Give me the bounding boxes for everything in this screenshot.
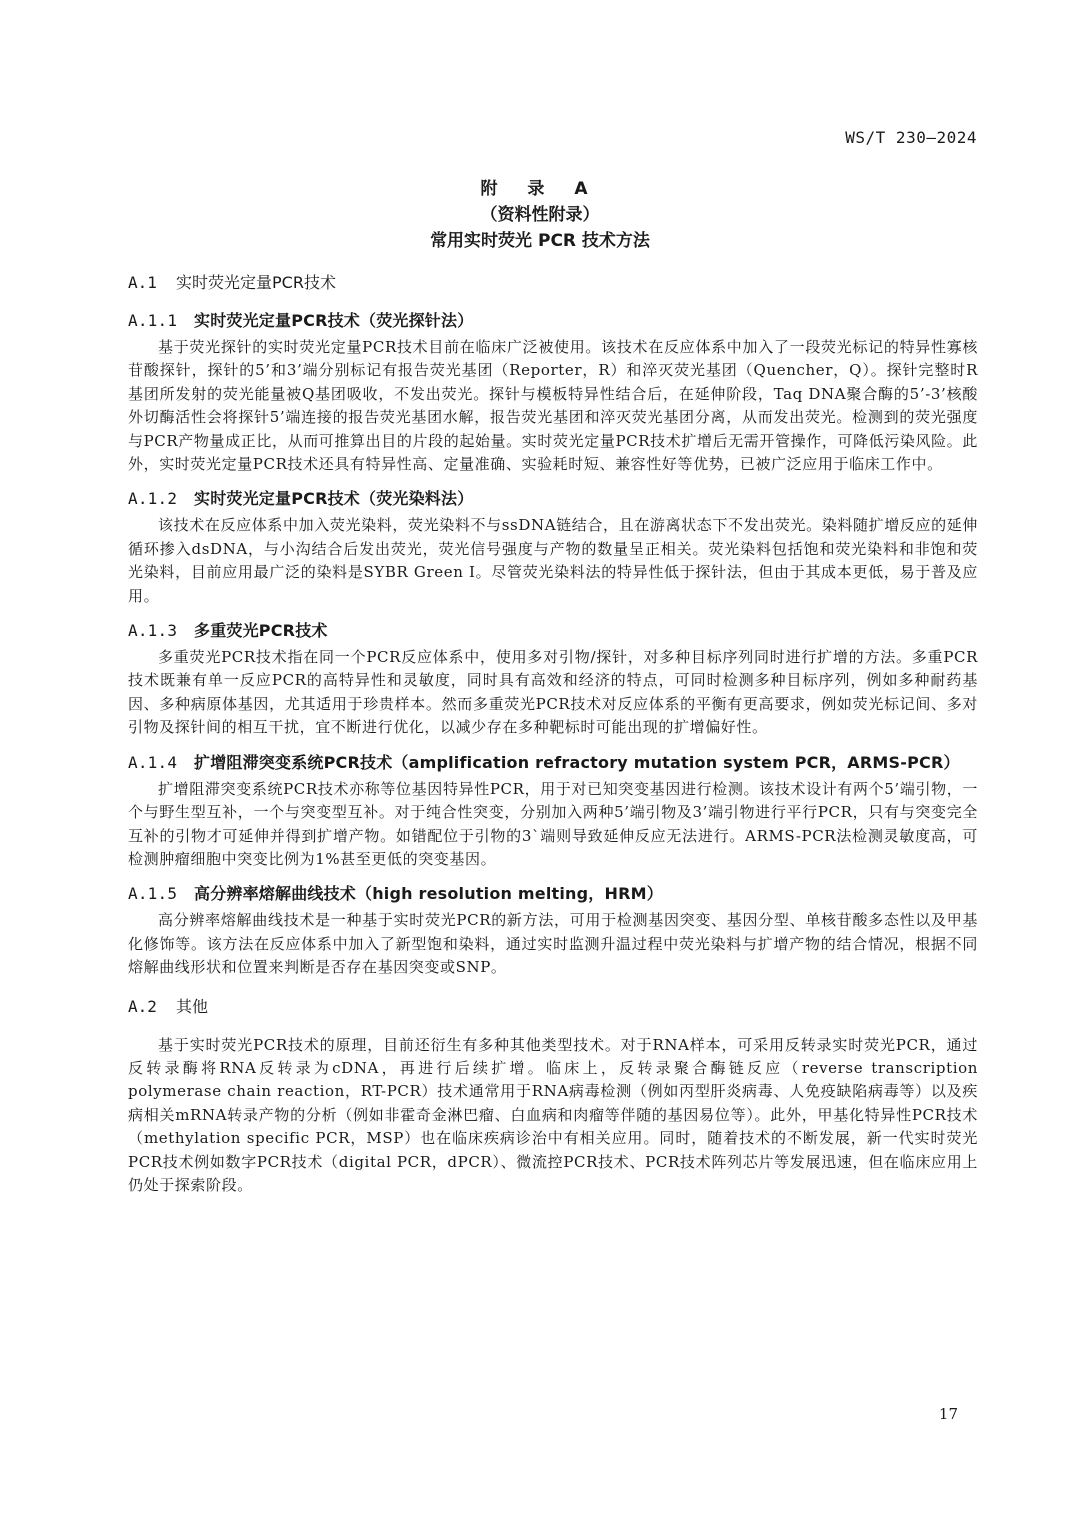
subsection-number: A.1.5 [128, 884, 178, 904]
subsection-title: 实时荧光定量PCR技术（荧光染料法） [194, 489, 474, 509]
paragraph-a1-1: 基于荧光探针的实时荧光定量PCR技术目前在临床广泛被使用。该技术在反应体系中加入了一段荧光标记的特异性寡核苷酸探针，探针的5’和3’端分别标记有报告荧光基团（Reporter，R）和淬灭荧光基团（Quencher，Q）。探针完整时R基团所发射的荧光能量被Q基团吸收，不发出荧光。探针与模板特异性结合后，在延伸阶段，Taq DNA聚合酶的5’-3’核酸外切酶活性会将探针5’端连接的报告荧光基团水解，报告荧光基团和淬灭荧光基团分离，从而发出荧光。检测到的荧光强度与PCR产物量成正比，从而可推算出目的片段的起始量。实时荧光定量PCR技术扩增后无需开管操作，可降低污染风险。此外，实时荧光定量PCR技术还具有特异性高、定量准确、实验耗时短、兼容性好等优势，已被广泛应用于临床工作中。 [128, 338, 978, 474]
subsection-number: A.1.2 [128, 489, 178, 509]
appendix-type: （资料性附录） [480, 205, 600, 225]
document-body [128, 268, 978, 1197]
appendix-header [0, 176, 1080, 254]
subsection-a1-2-heading [128, 484, 978, 514]
section-title: 其他 [176, 996, 209, 1016]
appendix-title: 常用实时荧光 PCR 技术方法 [430, 231, 650, 251]
subsection-title: 扩增阻滞突变系统PCR技术（amplification refractory mutation system PCR，ARMS-PCR） [194, 752, 960, 772]
subsection-a1-3-heading [128, 616, 978, 646]
section-a2-heading [128, 992, 978, 1022]
subsection-title: 多重荧光PCR技术 [194, 621, 328, 641]
paragraph-a1-5: 高分辨率熔解曲线技术是一种基于实时荧光PCR的新方法，可用于检测基因突变、基因分型、单核苷酸多态性以及甲基化修饰等。该方法在反应体系中加入了新型饱和染料，通过实时监测升温过程中荧光染料与扩增产物的结合情况，根据不同熔解曲线形状和位置来判断是否存在基因突变或SNP。 [128, 911, 978, 977]
section-number: A.2 [128, 996, 157, 1016]
page-number: 17 [938, 1405, 958, 1423]
paragraph-a1-2: 该技术在反应体系中加入荧光染料，荧光染料不与ssDNA链结合，且在游离状态下不发出荧光。染料随扩增反应的延伸循环掺入dsDNA，与小沟结合后发出荧光，荧光信号强度与产物的数量呈正相关。荧光染料包括饱和荧光染料和非饱和荧光染料，目前应用最广泛的染料是SYBR Green I。尽管荧光染料法的特异性低于探针法，但由于其成本更低，易于普及应用。 [128, 516, 978, 605]
subsection-title: 实时荧光定量PCR技术（荧光探针法） [194, 311, 474, 330]
paragraph-a1-3: 多重荧光PCR技术指在同一个PCR反应体系中，使用多对引物/探针，对多种目标序列同时进行扩增的方法。多重PCR技术既兼有单一反应PCR的高特异性和灵敏度，同时具有高效和经济的特点，可同时检测多种目标序列，例如多种耐药基因、多种病原体基因，尤其适用于珍贵样本。然而多重荧光PCR技术对反应体系的平衡有更高要求，例如荧光标记间、多对引物及探针间的相互干扰，宜不断进行优化，以减少存在多种靶标时可能出现的扩增偏好性。 [128, 648, 978, 737]
section-number: A.1 [128, 273, 157, 292]
appendix-label: 附 录 A [480, 179, 600, 199]
subsection-number: A.1.4 [128, 752, 178, 772]
subsection-a1-4-heading [128, 748, 978, 778]
paragraph-a1-4: 扩增阻滞突变系统PCR技术亦称等位基因特异性PCR，用于对已知突变基因进行检测。该技术设计有两个5’端引物，一个与野生型互补，一个与突变型互补。对于纯合性突变，分别加入两种5’端引物及3’端引物进行平行PCR，只有与突变完全互补的引物才可延伸并得到扩增产物。如错配位于引物的3`端则导致延伸反应无法进行。ARMS-PCR法检测灵敏度高，可检测肿瘤细胞中突变比例为1%甚至更低的突变基因。 [128, 779, 978, 868]
subsection-number: A.1.1 [128, 311, 178, 330]
paragraph-a2: 基于实时荧光PCR技术的原理，目前还衍生有多种其他类型技术。对于RNA样本，可采用反转录实时荧光PCR，通过反转录酶将RNA反转录为cDNA，再进行后续扩增。临床上，反转录聚合酶链反应（reverse transcription polymerase chain reaction，RT-PCR）技术通常用于RNA病毒检测（例如丙型肝炎病毒、人免疫缺陷病毒等）以及疾病相关mRNA转录产物的分析（例如非霍奇金淋巴瘤、白血病和肉瘤等伴随的基因易位等）。此外，甲基化特异性PCR技术（methylation specific PCR，MSP）也在临床疾病诊治中有相关应用。同时，随着技术的不断发展，新一代实时荧光PCR技术例如数字PCR技术（digital PCR，dPCR）、微流控PCR技术、PCR技术阵列芯片等发展迅速，但在临床应用上仍处于探索阶段。 [128, 1035, 978, 1194]
standard-id: WS/T 230—2024 [845, 128, 977, 147]
subsection-title: 高分辨率熔解曲线技术（high resolution melting，HRM） [194, 884, 663, 904]
section-title: 实时荧光定量PCR技术 [176, 273, 336, 292]
subsection-a1-1-heading [128, 306, 978, 336]
section-a1-heading [128, 268, 978, 298]
subsection-number: A.1.3 [128, 621, 178, 641]
subsection-a1-5-heading [128, 879, 978, 909]
